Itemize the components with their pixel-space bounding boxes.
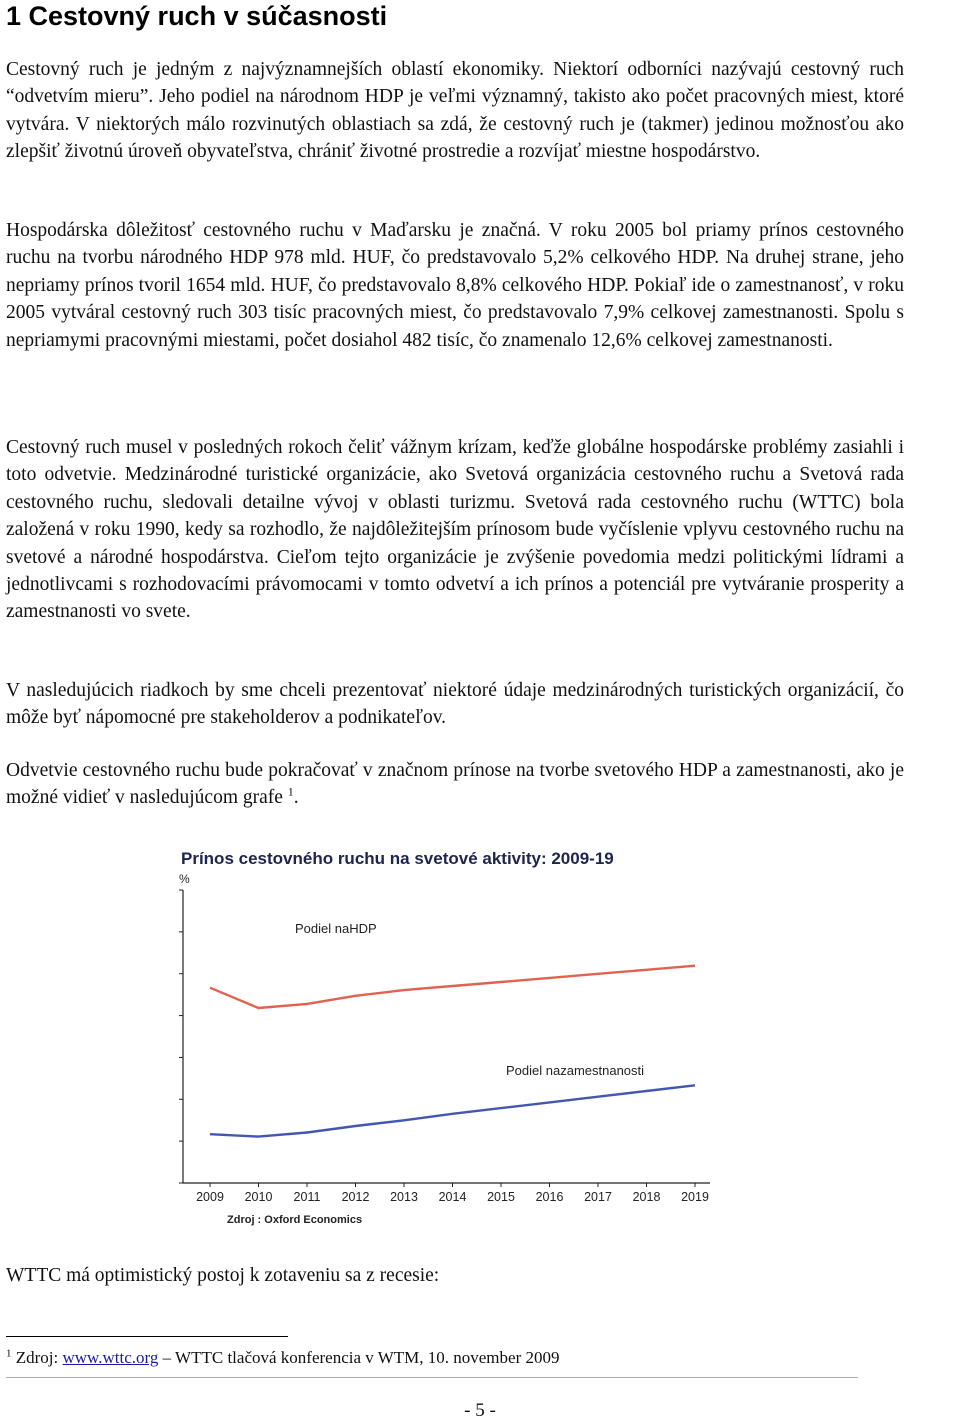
chart-x-tick-label: 2015 bbox=[487, 1190, 515, 1204]
chart-x-tick-label: 2009 bbox=[196, 1190, 224, 1204]
paragraph-crisis-wttc: Cestovný ruch musel v posledných rokoch čeliť vážnym krízam, keďže globálne hospodárske problémy zasiahli i toto odvetvie. Medzinárodné turistické organizácie, ako Svetová organizácia cestovného ruchu a Svetová rada cestovného ruchu, sledovali detailne vývoj v oblasti turizmu. Svetová rada cestovného ruchu (WTTC) bola založená v roku 1990, kedy sa rozhodlo, že najdôležitejším prínosom bude vyčíslenie vplyvu cestovného ruchu na svetové a národné hospodárstva. Cieľom tejto organizácie je zvýšenie povedomia medzi politickými lídrami a jednotlivcami s rozhodovacími právomocami v tomto odvetví a ich prínos a potenciál pre vytváranie prosperity a zamestnanosti vo svete. bbox=[6, 437, 904, 623]
paragraph-intro: Cestovný ruch je jedným z najvýznamnejších oblastí ekonomiky. Niektorí odborníci nazývajú cestovný ruch “odvetvím mieru”. Jeho podiel na národnom HDP je veľmi významný, takisto ako počet pracovných miest, ktoré vytvára. V niektorých málo rozvinutých oblastiach sa zdá, že cestovný ruch je (takmer) jedinou možnosťou ako zlepšiť životnú úroveň obyvateľstva, chrániť životné prostredie a rozvíjať miestne hospodárstvo. bbox=[6, 59, 904, 163]
chart-x-tick-label: 2017 bbox=[584, 1190, 612, 1204]
chart-series-group bbox=[210, 966, 695, 1137]
footnote-reference[interactable]: 1 bbox=[287, 784, 294, 799]
paragraph-chart-intro-end: . bbox=[293, 787, 299, 809]
section-heading: 1 Cestovný ruch v súčasnosti bbox=[6, 1, 388, 31]
series-label-employment-share: Podiel nazamestnanosti bbox=[506, 1063, 645, 1078]
chart-x-tick-label: 2018 bbox=[632, 1190, 661, 1204]
footnote-number: 1 bbox=[6, 1347, 12, 1360]
paragraph-hungary-economy: Hospodárska dôležitosť cestovného ruchu v Maďarsku je značná. V roku 2005 bol priamy prínos cestovného ruchu na tvorbu národného HDP 978 mld. HUF, čo predstavovalo 5,2% celkového HDP. Na druhej strane, jeho nepriamy prínos tvoril 1654 mld. HUF, čo predstavovalo 8,8% celkového HDP. Pokiaľ ide o zamestnanosť, v roku 2005 vytváral cestovný ruch 303 tisíc pracovných miest, čo predstavovalo 7,9% celkovej zamestnanosti. Spolu s nepriamymi pracovnými miestami, počet dosiahol 482 tisíc, čo znamenalo 12,6% celkovej zamestnanosti. bbox=[6, 220, 904, 351]
chart-x-tick-label: 2014 bbox=[438, 1190, 467, 1204]
paragraph-wttc-optimism: WTTC má optimistický postoj k zotaveniu sa z recesie: bbox=[6, 1265, 440, 1286]
footnote-link[interactable]: www.wttc.org bbox=[62, 1348, 159, 1367]
paragraph-next-data: V nasledujúcich riadkoch by sme chceli prezentovať niektoré údaje medzinárodných turistických organizácií, čo môže byť nápomocné pre stakeholderov a podnikateľov. bbox=[6, 680, 904, 729]
series-label-gdp-share: Podiel naHDP bbox=[295, 921, 377, 936]
chart-y-axis-unit: % bbox=[179, 872, 190, 886]
line-chart-svg bbox=[175, 840, 720, 1235]
chart-x-ticks bbox=[196, 1183, 709, 1204]
series-line-gdp-share bbox=[210, 966, 695, 1008]
chart-y-ticks bbox=[179, 890, 183, 1183]
chart-x-tick-label: 2012 bbox=[341, 1190, 370, 1204]
chart-title: Prínos cestovného ruchu na svetové aktivity: 2009-19 bbox=[181, 849, 614, 868]
footnote-separator bbox=[6, 1336, 288, 1337]
footnote-prefix: Zdroj: bbox=[15, 1348, 63, 1367]
line-chart bbox=[175, 840, 720, 1235]
chart-source: Zdroj : Oxford Economics bbox=[227, 1214, 363, 1226]
series-line-employment-share bbox=[210, 1085, 695, 1136]
paragraph-chart-intro-text: Odvetvie cestovného ruchu bude pokračovať v značnom prínose na tvorbe svetového HDP a zamestnanosti, ako je možné vidieť v nasledujúcom grafe bbox=[6, 760, 904, 809]
page-bottom-rule bbox=[6, 1377, 858, 1378]
footnote-suffix: – WTTC tlačová konferencia v WTM, 10. november 2009 bbox=[158, 1348, 560, 1367]
footnote bbox=[6, 1347, 559, 1369]
chart-x-tick-label: 2016 bbox=[535, 1190, 564, 1204]
chart-x-tick-label: 2019 bbox=[681, 1190, 709, 1204]
page-number: - 5 - bbox=[464, 1400, 496, 1421]
chart-x-tick-label: 2013 bbox=[390, 1190, 418, 1204]
chart-x-tick-label: 2010 bbox=[244, 1190, 273, 1204]
paragraph-chart-intro bbox=[6, 757, 904, 812]
chart-x-tick-label: 2011 bbox=[293, 1190, 321, 1204]
